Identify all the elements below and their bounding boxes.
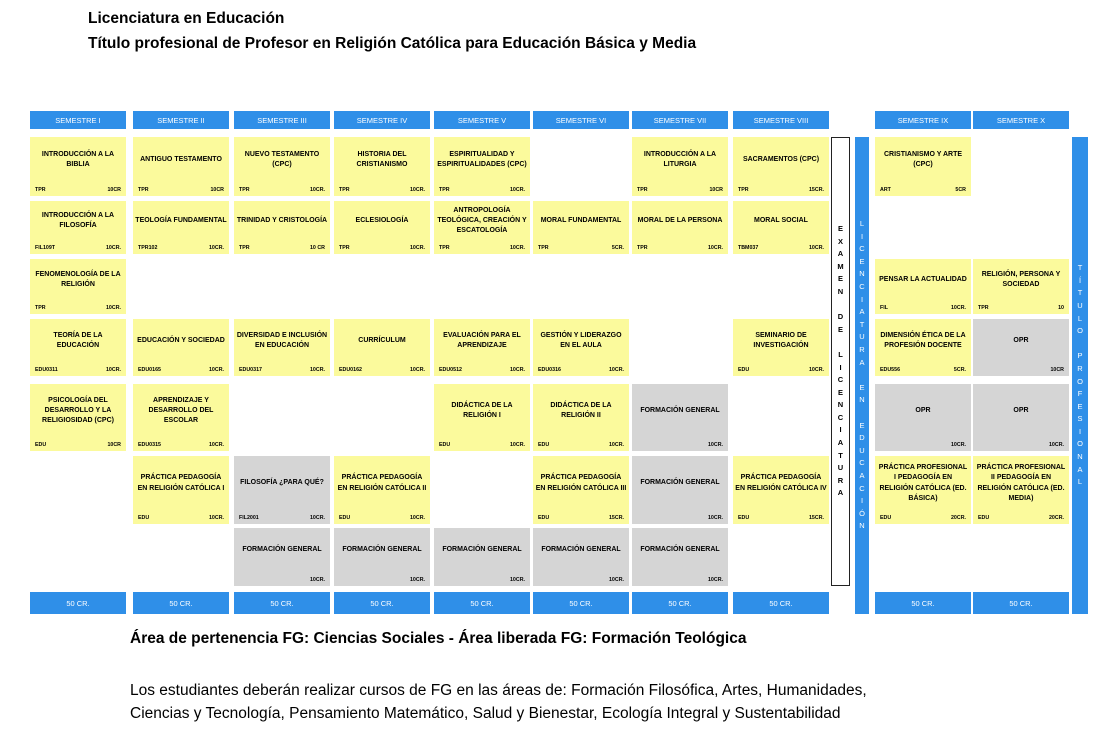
course-credits: 10CR. — [707, 442, 723, 448]
course-cell — [334, 137, 430, 196]
course-code: TBM037 — [738, 245, 759, 251]
semester-total: 50 CR. — [133, 592, 229, 614]
course-credits: 10CR. — [105, 367, 121, 373]
course-credits: 5CR. — [611, 245, 624, 251]
course-code: EDU — [339, 515, 351, 521]
course-code: EDU0162 — [339, 367, 362, 373]
course-name: PSICOLOGÍA DEL DESARROLLO Y LA RELIGIOSIDAD (CPC) — [42, 396, 114, 425]
course-code: TPR — [637, 245, 648, 251]
page-title: Licenciatura en Educación — [88, 10, 285, 27]
fg-requirements-line-2: Ciencias y Tecnología, Pensamiento Matemático, Salud y Bienestar, Ecología Integral y Sustentabilidad — [130, 705, 841, 722]
course-name: PRÁCTICA PEDAGOGÍA EN RELIGIÓN CATÓLICA I — [137, 474, 225, 492]
course-name: MORAL FUNDAMENTAL — [540, 216, 622, 224]
semester-total: 50 CR. — [875, 592, 971, 614]
course-code: EDU0316 — [538, 367, 561, 373]
semester-total: 50 CR. — [533, 592, 629, 614]
course-name: FILOSOFÍA ¿PARA QUÉ? — [240, 479, 324, 487]
semester-total: 50 CR. — [234, 592, 330, 614]
course-credits: 10CR. — [808, 245, 824, 251]
course-code: EDU0165 — [138, 367, 161, 373]
course-code: EDU — [538, 515, 550, 521]
course-name: DIVERSIDAD E INCLUSIÓN EN EDUCACIÓN — [236, 331, 328, 349]
course-cell — [632, 456, 728, 524]
course-code: TPR — [637, 187, 648, 193]
course-cell — [30, 137, 126, 196]
course-cell — [234, 137, 330, 196]
course-cell — [434, 201, 530, 254]
course-cell — [133, 201, 229, 254]
course-cell — [334, 456, 430, 524]
course-credits: 10CR. — [309, 187, 325, 193]
course-cell — [973, 456, 1069, 524]
course-code: TPR — [738, 187, 749, 193]
course-code: FIL2001 — [239, 515, 259, 521]
course-cell — [434, 137, 530, 196]
course-code: TPR — [35, 305, 46, 311]
course-cell — [533, 456, 629, 524]
course-code: EDU — [35, 442, 47, 448]
course-cell — [875, 456, 971, 524]
course-name: CURRÍCULUM — [358, 336, 406, 344]
course-credits: 10CR — [1050, 367, 1064, 373]
course-credits: 15CR. — [608, 515, 624, 521]
course-name: NUEVO TESTAMENTO (CPC) — [244, 150, 320, 168]
course-credits: 10CR. — [409, 187, 425, 193]
course-credits: 10CR. — [409, 245, 425, 251]
course-credits: 10CR. — [707, 515, 723, 521]
course-name: TEORÍA DE LA EDUCACIÓN — [53, 331, 103, 349]
course-code: TPR — [538, 245, 549, 251]
course-name: TRINIDAD Y CRISTOLOGÍA — [236, 216, 328, 224]
course-name: CRISTIANISMO Y ARTE (CPC) — [883, 150, 963, 168]
course-cell — [533, 319, 629, 376]
course-name: ESPIRITUALIDAD Y ESPIRITUALIDADES (CPC) — [437, 150, 527, 168]
course-cell — [973, 259, 1069, 314]
course-cell — [30, 201, 126, 254]
course-name: EVALUACIÓN PARA EL APRENDIZAJE — [443, 331, 521, 349]
semester-total: 50 CR. — [434, 592, 530, 614]
course-code: EDU0315 — [138, 442, 161, 448]
course-name: DIDÁCTICA DE LA RELIGIÓN I — [451, 401, 513, 419]
course-cell — [434, 528, 530, 586]
course-credits: 10CR. — [1048, 442, 1064, 448]
course-code: EDU — [738, 515, 750, 521]
course-name: SACRAMENTOS (CPC) — [742, 155, 820, 163]
course-credits: 10CR. — [808, 367, 824, 373]
course-code: EDU — [978, 515, 990, 521]
course-name: RELIGIÓN, PERSONA Y SOCIEDAD — [981, 270, 1061, 288]
course-cell — [733, 319, 829, 376]
course-name: INTRODUCCIÓN A LA FILOSOFÍA — [41, 211, 115, 229]
course-credits: 10 — [1058, 305, 1064, 311]
semester-header: SEMESTRE IV — [334, 111, 430, 129]
semester-total: 50 CR. — [334, 592, 430, 614]
course-cell — [30, 259, 126, 314]
course-cell — [733, 137, 829, 196]
course-name: EDUCACIÓN Y SOCIEDAD — [137, 336, 225, 344]
course-name: ECLESIOLOGÍA — [355, 216, 409, 224]
course-name: INTRODUCCIÓN A LA BIBLIA — [41, 150, 115, 168]
course-name: PENSAR LA ACTUALIDAD — [879, 275, 967, 283]
course-name: FORMACIÓN GENERAL — [640, 479, 720, 487]
fg-areas-note: Área de pertenencia FG: Ciencias Sociales - Área liberada FG: Formación Teológica — [130, 630, 747, 647]
course-credits: 10CR. — [608, 577, 624, 583]
semester-header: SEMESTRE VI — [533, 111, 629, 129]
semester-header: SEMESTRE IX — [875, 111, 971, 129]
course-name: PRÁCTICA PROFESIONAL I PEDAGOGÍA EN RELIGIÓN CATÓLICA (ED. BÁSICA) — [878, 464, 968, 502]
course-cell — [133, 384, 229, 451]
course-name: GESTIÓN Y LIDERAZGO EN EL AULA — [540, 331, 622, 349]
course-credits: 10CR. — [509, 577, 525, 583]
course-cell — [632, 528, 728, 586]
course-credits: 10CR. — [208, 245, 224, 251]
semester-header: SEMESTRE VII — [632, 111, 728, 129]
course-credits: 20CR. — [950, 515, 966, 521]
course-cell — [973, 384, 1069, 451]
semester-header: SEMESTRE II — [133, 111, 229, 129]
course-cell — [234, 201, 330, 254]
semester-header: SEMESTRE X — [973, 111, 1069, 129]
course-name: ANTROPOLOGÍA TEOLÓGICA, CREACIÓN Y ESCATOLOGÍA — [437, 206, 527, 235]
course-code: TPR102 — [138, 245, 158, 251]
course-credits: 10CR. — [105, 305, 121, 311]
course-cell — [133, 137, 229, 196]
course-credits: 10CR. — [208, 367, 224, 373]
exam-licenciatura-bar: E X A M E N D E L I C E N C I A T U R A — [831, 137, 850, 586]
course-code: TPR — [239, 245, 250, 251]
course-code: EDU — [880, 515, 892, 521]
course-credits: 10CR. — [509, 367, 525, 373]
course-credits: 10CR — [107, 442, 121, 448]
semester-header: SEMESTRE VIII — [733, 111, 829, 129]
semester-total: 50 CR. — [30, 592, 126, 614]
fg-requirements-line-1: Los estudiantes deberán realizar cursos de FG en las áreas de: Formación Filosófica, Artes, Humanidades, — [130, 682, 867, 699]
course-credits: 10CR. — [309, 577, 325, 583]
course-cell — [632, 201, 728, 254]
course-credits: 10CR — [709, 187, 723, 193]
page-subtitle: Título profesional de Profesor en Religión Católica para Educación Básica y Media — [88, 35, 697, 52]
licenciatura-educacion-bar: L I C E N C I A T U R A E N E D U C A C I Ó N — [855, 137, 869, 614]
course-credits: 10CR. — [509, 245, 525, 251]
semester-header: SEMESTRE I — [30, 111, 126, 129]
course-cell — [533, 528, 629, 586]
course-cell — [334, 528, 430, 586]
course-name: FORMACIÓN GENERAL — [342, 546, 422, 554]
course-name: APRENDIZAJE Y DESARROLLO DEL ESCOLAR — [148, 396, 214, 425]
course-cell — [334, 201, 430, 254]
course-cell — [875, 137, 971, 196]
course-cell — [733, 201, 829, 254]
course-code: TPR — [138, 187, 149, 193]
course-name: PRÁCTICA PEDAGOGÍA EN RELIGIÓN CATÓLICA IV — [735, 474, 827, 492]
course-name: FORMACIÓN GENERAL — [242, 546, 322, 554]
semester-total: 50 CR. — [733, 592, 829, 614]
course-cell — [334, 319, 430, 376]
semester-header: SEMESTRE III — [234, 111, 330, 129]
course-code: TPR — [339, 245, 350, 251]
course-credits: 10CR. — [509, 187, 525, 193]
course-name: HISTORIA DEL CRISTIANISMO — [356, 150, 408, 168]
course-name: PRÁCTICA PEDAGOGÍA EN RELIGIÓN CATÓLICA II — [337, 474, 427, 492]
course-credits: 15CR. — [808, 187, 824, 193]
course-name: FENOMENOLOGÍA DE LA RELIGIÓN — [35, 270, 121, 288]
course-code: EDU — [439, 442, 451, 448]
course-credits: 10CR — [107, 187, 121, 193]
course-name: ANTIGUO TESTAMENTO — [140, 155, 222, 163]
course-credits: 10CR. — [409, 515, 425, 521]
course-cell — [533, 201, 629, 254]
course-name: OPR — [915, 406, 931, 414]
course-code: FIL109T — [35, 245, 56, 251]
course-credits: 10CR. — [105, 245, 121, 251]
course-credits: 10CR — [210, 187, 224, 193]
course-name: FORMACIÓN GENERAL — [442, 546, 522, 554]
course-name: FORMACIÓN GENERAL — [640, 406, 720, 414]
course-cell — [875, 259, 971, 314]
course-cell — [973, 319, 1069, 376]
course-name: PRÁCTICA PROFESIONAL II PEDAGOGÍA EN RELIGIÓN CATÓLICA (ED. MEDIA) — [976, 464, 1066, 502]
course-credits: 10CR. — [309, 515, 325, 521]
course-credits: 10CR. — [509, 442, 525, 448]
course-code: TPR — [978, 305, 989, 311]
course-code: TPR — [35, 187, 46, 193]
course-credits: 10 CR — [309, 245, 325, 251]
course-code: TPR — [439, 245, 450, 251]
course-cell — [632, 137, 728, 196]
course-credits: 10CR. — [707, 245, 723, 251]
course-cell — [632, 384, 728, 451]
course-code: EDU556 — [880, 367, 901, 373]
course-cell — [875, 319, 971, 376]
course-code: EDU — [738, 367, 750, 373]
course-credits: 10CR. — [950, 305, 966, 311]
course-credits: 10CR. — [950, 442, 966, 448]
course-name: FORMACIÓN GENERAL — [541, 546, 621, 554]
course-credits: 10CR. — [409, 367, 425, 373]
course-name: MORAL DE LA PERSONA — [637, 216, 723, 224]
course-cell — [234, 528, 330, 586]
course-name: MORAL SOCIAL — [754, 216, 808, 224]
course-cell — [133, 456, 229, 524]
course-cell — [30, 319, 126, 376]
course-name: TEOLOGÍA FUNDAMENTAL — [135, 216, 227, 224]
course-credits: 10CR. — [608, 367, 624, 373]
course-code: TPR — [339, 187, 350, 193]
course-credits: 20CR. — [1048, 515, 1064, 521]
course-credits: 15CR. — [808, 515, 824, 521]
course-credits: 5CR. — [953, 367, 966, 373]
course-name: PRÁCTICA PEDAGOGÍA EN RELIGIÓN CATÓLICA III — [535, 474, 627, 492]
course-cell — [133, 319, 229, 376]
course-name: SEMINARIO DE INVESTIGACIÓN — [753, 331, 809, 349]
course-code: EDU0317 — [239, 367, 262, 373]
course-code: EDU0512 — [439, 367, 462, 373]
course-cell — [533, 384, 629, 451]
course-code: EDU0311 — [35, 367, 58, 373]
course-credits: 10CR. — [309, 367, 325, 373]
course-cell — [434, 384, 530, 451]
course-code: FIL — [880, 305, 888, 311]
course-code: EDU — [538, 442, 550, 448]
course-name: OPR — [1013, 406, 1029, 414]
semester-header: SEMESTRE V — [434, 111, 530, 129]
course-cell — [234, 319, 330, 376]
course-name: DIMENSIÓN ÉTICA DE LA PROFESIÓN DOCENTE — [880, 331, 966, 349]
course-credits: 10CR. — [707, 577, 723, 583]
course-name: FORMACIÓN GENERAL — [640, 546, 720, 554]
course-cell — [30, 384, 126, 451]
course-code: EDU — [138, 515, 150, 521]
semester-total: 50 CR. — [632, 592, 728, 614]
course-name: OPR — [1013, 336, 1029, 344]
course-credits: 5CR — [955, 187, 966, 193]
course-cell — [875, 384, 971, 451]
course-cell — [733, 456, 829, 524]
course-name: INTRODUCCIÓN A LA LITURGIA — [643, 150, 717, 168]
course-code: TPR — [239, 187, 250, 193]
course-name: DIDÁCTICA DE LA RELIGIÓN II — [550, 401, 612, 419]
course-credits: 10CR. — [608, 442, 624, 448]
course-credits: 10CR. — [208, 442, 224, 448]
course-cell — [234, 456, 330, 524]
course-cell — [434, 319, 530, 376]
course-credits: 10CR. — [208, 515, 224, 521]
course-code: ART — [880, 187, 891, 193]
course-code: TPR — [439, 187, 450, 193]
semester-total: 50 CR. — [973, 592, 1069, 614]
titulo-profesional-bar: T Í T U L O P R O F E S I O N A L — [1072, 137, 1088, 614]
course-credits: 10CR. — [409, 577, 425, 583]
